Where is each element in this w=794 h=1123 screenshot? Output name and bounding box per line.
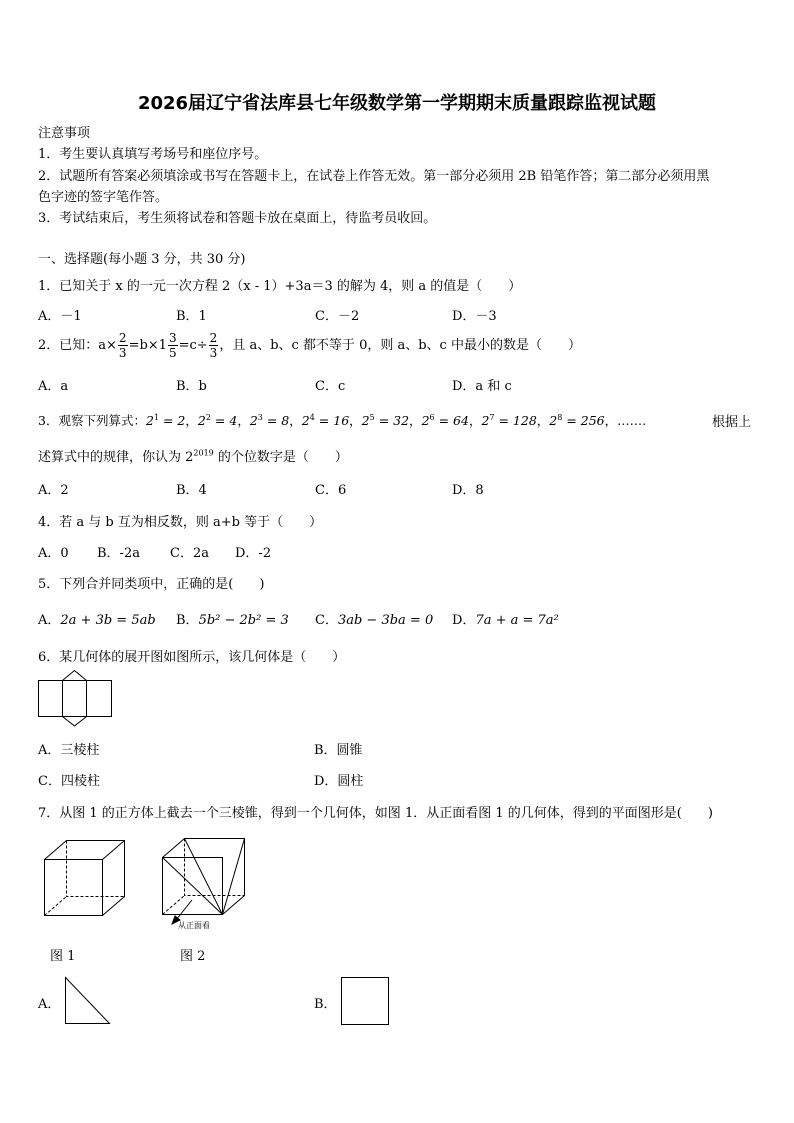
cut-edge bbox=[223, 839, 245, 915]
q2-mid: =b×1 bbox=[128, 338, 167, 353]
q2-prefix: 2．已知：a× bbox=[38, 338, 117, 353]
q4-option-d: D．-2 bbox=[235, 546, 272, 561]
option-label: A． bbox=[38, 613, 61, 628]
cube-edge bbox=[103, 841, 125, 860]
q2-option-a: A．a bbox=[38, 379, 69, 394]
q3-line2-a: 述算式中的规律，你认为 2 bbox=[38, 450, 194, 465]
q1-option-c: C．－2 bbox=[315, 309, 360, 324]
net-triangle-bottom bbox=[63, 717, 87, 727]
value: = 2 bbox=[159, 413, 186, 428]
view-direction-label: 从正面看 bbox=[178, 921, 210, 930]
option-expr: 7a + a = 7a² bbox=[475, 613, 559, 628]
exponent: 1 bbox=[153, 412, 160, 422]
q4-option-a: A．0 bbox=[38, 546, 69, 561]
question-3-stem: 3．观察下列算式：$2^1 = 2$，$2^2 = 4$，$2^3 = 8$，$2^4 = 16$，$2^5 = 32$，$2^6 = 64$，$2^7 = 128$，$2^8 = 256$，……. bbox=[38, 412, 647, 428]
cube-back-edges bbox=[45, 841, 125, 916]
denominator: 3 bbox=[118, 346, 127, 360]
view-arrow bbox=[176, 900, 192, 920]
question-4-stem: 4．若 a 与 b 互为相反数，则 a+b 等于（ ） bbox=[38, 515, 323, 530]
exponent: 2 bbox=[205, 412, 211, 422]
q2-suffix: ，且 a、b、c 都不等于 0，则 a、b、c 中最小的数是（ ） bbox=[219, 338, 581, 353]
cube-front-face bbox=[45, 860, 103, 916]
q1-option-a: A．－1 bbox=[38, 309, 82, 324]
exponent: 2019 bbox=[193, 448, 214, 458]
value: = 16 bbox=[314, 413, 350, 428]
fraction bbox=[168, 331, 178, 360]
denominator: 5 bbox=[168, 346, 177, 360]
exponent: 4 bbox=[309, 412, 315, 422]
denominator: 3 bbox=[209, 346, 218, 360]
value: = 32 bbox=[374, 413, 410, 428]
base: 2 bbox=[145, 413, 154, 428]
base: 2 bbox=[481, 413, 490, 428]
q3-prefix: 3．观察下列算式： bbox=[38, 413, 146, 428]
q3-line2 bbox=[38, 446, 348, 465]
q4-option-c: C．2a bbox=[170, 546, 209, 561]
question-1-stem: 1．已知关于 x 的一元一次方程 2（x - 1）+3a＝3 的解为 4，则 a 的值是（ ） bbox=[38, 279, 522, 294]
q5-option-b bbox=[176, 609, 289, 628]
net-triangle-top bbox=[63, 671, 87, 681]
cube-hidden-edge bbox=[45, 897, 67, 916]
option-b-square bbox=[341, 977, 390, 1026]
q5-option-c bbox=[315, 609, 433, 628]
question-7-stem: 7．从图 1 的正方体上截去一个三棱锥，得到一个几何体，如图 1．从正面看图 1 的几何体，得到的平面图形是( ) bbox=[38, 806, 713, 821]
q7-option-a: A． bbox=[38, 997, 61, 1012]
q3-option-c: C．6 bbox=[315, 483, 347, 498]
ellipsis: ，……. bbox=[604, 413, 647, 428]
question-5-stem: 5．下列合并同类项中，正确的是( ) bbox=[38, 577, 265, 592]
value: = 4 bbox=[210, 413, 238, 428]
option-expr: 3ab − 3ba = 0 bbox=[337, 613, 434, 628]
value: = 128 bbox=[494, 413, 537, 428]
q1-option-b: B．1 bbox=[176, 309, 207, 324]
question-6-stem: 6．某几何体的展开图如图所示，该几何体是（ ） bbox=[38, 650, 346, 665]
value: = 8 bbox=[262, 413, 290, 428]
net-rect bbox=[39, 681, 112, 717]
option-label: C． bbox=[315, 613, 338, 628]
notice-item: 2．试题所有答案必须填涂或书写在答题卡上，在试卷上作答无效。第一部分必须用 2B 铅笔作答；第二部分必须用黑 bbox=[38, 169, 710, 184]
q4-option-b: B．-2a bbox=[97, 546, 140, 561]
base: 2 bbox=[249, 413, 258, 428]
q6-option-a: A．三棱柱 bbox=[38, 743, 100, 758]
section-heading: 一、选择题(每小题 3 分，共 30 分) bbox=[38, 252, 246, 267]
base: 2 bbox=[421, 413, 430, 428]
q6-option-c: C．四棱柱 bbox=[38, 774, 100, 789]
option-label: D． bbox=[452, 613, 476, 628]
base: 2 bbox=[301, 413, 310, 428]
q3-line2-b: 的个位数字是（ ） bbox=[213, 450, 348, 465]
q6-option-d: D．圆柱 bbox=[314, 774, 364, 789]
q5-option-a bbox=[38, 609, 156, 628]
figure-1-caption: 图 1 bbox=[50, 949, 76, 964]
exponent: 7 bbox=[489, 412, 495, 422]
square-shape bbox=[342, 978, 389, 1025]
q3-option-d: D．8 bbox=[452, 483, 484, 498]
q1-option-d: D．－3 bbox=[452, 309, 497, 324]
q5-option-d bbox=[452, 609, 559, 628]
q2-mid: =c÷ bbox=[178, 338, 208, 353]
cube-hidden-edge bbox=[163, 896, 185, 915]
q3-option-a: A．2 bbox=[38, 483, 69, 498]
q6-option-b: B．圆锥 bbox=[314, 743, 363, 758]
numerator: 3 bbox=[168, 331, 177, 345]
q2-option-d: D．a 和 c bbox=[452, 379, 512, 394]
exponent: 8 bbox=[557, 412, 563, 422]
fraction bbox=[118, 331, 128, 360]
triangle-shape bbox=[66, 978, 110, 1024]
cut-edge bbox=[185, 839, 223, 915]
option-expr: 2a + 3b = 5ab bbox=[60, 613, 156, 628]
notice-item: 3．考试结束后，考生须将试卷和答题卡放在桌面上，待监考员收回。 bbox=[38, 211, 437, 226]
q3-option-b: B．4 bbox=[176, 483, 207, 498]
base: 2 bbox=[549, 413, 558, 428]
cube-hidden-edges bbox=[67, 841, 125, 897]
net-figure bbox=[38, 670, 113, 720]
cut-edge bbox=[163, 858, 223, 915]
base: 2 bbox=[361, 413, 370, 428]
q2-option-c: C．c bbox=[315, 379, 346, 394]
value: = 64 bbox=[434, 413, 469, 428]
exponent: 6 bbox=[429, 412, 435, 422]
notice-item: 1．考生要认真填写考场号和座位序号。 bbox=[38, 147, 268, 162]
exponent: 3 bbox=[257, 412, 263, 422]
notice-item: 色字迹的签字笔作答。 bbox=[38, 190, 169, 205]
option-a-triangle bbox=[65, 977, 111, 1025]
notice-heading: 注意事项 bbox=[38, 126, 91, 141]
q7-option-b: B． bbox=[314, 997, 337, 1012]
base: 2 bbox=[197, 413, 206, 428]
cube-figure-1 bbox=[44, 840, 128, 920]
exponent: 5 bbox=[369, 412, 375, 422]
option-expr: 5b² − 2b² = 3 bbox=[198, 613, 289, 628]
numerator: 2 bbox=[118, 331, 127, 345]
page-title: 2026届辽宁省法库县七年级数学第一学期期末质量跟踪监视试题 bbox=[137, 93, 657, 114]
q3-tail: 根据上 bbox=[712, 415, 752, 430]
numerator: 2 bbox=[209, 331, 218, 345]
figure-2-caption: 图 2 bbox=[180, 949, 206, 964]
fraction bbox=[209, 331, 219, 360]
option-label: B． bbox=[176, 613, 199, 628]
q2-option-b: B．b bbox=[176, 379, 207, 394]
question-2-stem bbox=[38, 326, 581, 366]
value: = 256 bbox=[562, 413, 605, 428]
